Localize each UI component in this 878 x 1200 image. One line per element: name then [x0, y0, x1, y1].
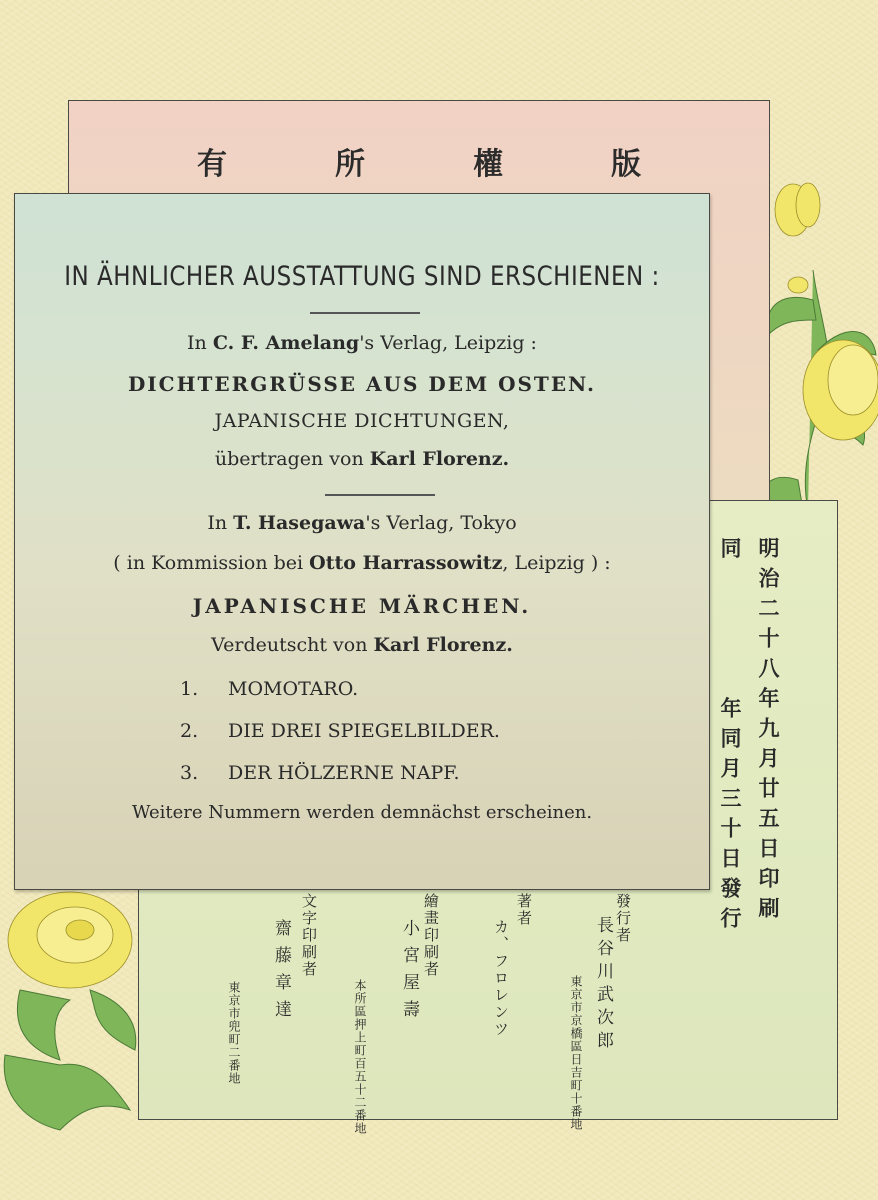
publish-date-prefix: 同	[718, 537, 743, 567]
illustration-printer-address: 本所區押上町百五十二番地	[353, 979, 367, 1135]
illustration-printer-label: 繪畫印刷者	[422, 893, 440, 978]
notice-footer: Weitere Nummern werden demnächst erscheinen.	[131, 802, 593, 823]
hasegawa-publisher-line: In T. Hasegawa's Verlag, Tokyo	[207, 512, 517, 534]
amelang-translator-line: übertragen von Karl Florenz.	[214, 448, 510, 470]
text-printer-address: 東京市兜町二番地	[227, 981, 241, 1085]
amelang-publisher: C. F. Amelang	[212, 332, 360, 354]
list-item: 2. DIE DREI SPIEGELBILDER.	[180, 720, 500, 742]
commission-line: ( in Kommission bei Otto Harrassowitz, Leipzig ) :	[113, 552, 611, 574]
chrysanthemum-decoration-left	[0, 880, 150, 1140]
illustration-printer-name: 小宮屋壽	[399, 919, 419, 1027]
hasegawa-title: JAPANISCHE MÄRCHEN.	[192, 594, 532, 618]
notice-card	[14, 193, 710, 890]
notice-header: IN ÄHNLICHER AUSSTATTUNG SIND ERSCHIENEN :	[64, 262, 660, 292]
amelang-publisher-line: In C. F. Amelang's Verlag, Leipzig :	[187, 332, 537, 354]
list-item: 3. DER HÖLZERNE NAPF.	[180, 762, 460, 784]
publish-date: 年同月三十日發行	[718, 697, 743, 937]
list-item: 1. MOMOTARO.	[180, 678, 359, 700]
amelang-subtitle: JAPANISCHE DICHTUNGEN,	[214, 410, 510, 432]
print-date: 明治二十八年九月廿五日印刷	[756, 537, 781, 927]
publisher-name: 長谷川武次郎	[593, 916, 613, 1054]
hasegawa-translator: Karl Florenz.	[373, 634, 513, 656]
amelang-title: DICHTERGRÜSSE AUS DEM OSTEN.	[127, 372, 597, 396]
publisher-label: 發行者	[614, 893, 632, 944]
flower-icon	[8, 892, 132, 988]
divider	[325, 494, 435, 496]
author-name: カ、フロレンツ	[492, 919, 510, 1038]
author-label: 著者	[515, 893, 533, 927]
commission-name: Otto Harrassowitz	[309, 552, 503, 574]
leaf-icon	[4, 990, 136, 1130]
chrysanthemum-decoration-right	[758, 180, 878, 510]
text-printer-name: 齋藤章達	[271, 919, 291, 1027]
publisher-address: 東京市京橋區日吉町十番地	[569, 975, 583, 1131]
amelang-translator: Karl Florenz.	[369, 448, 510, 470]
copyright-title: 有所權版	[197, 147, 749, 182]
hasegawa-translator-line: Verdeutscht von Karl Florenz.	[211, 634, 513, 656]
divider	[310, 312, 420, 314]
hasegawa-publisher: T. Hasegawa	[233, 512, 366, 534]
text-printer-label: 文字印刷者	[300, 893, 318, 978]
